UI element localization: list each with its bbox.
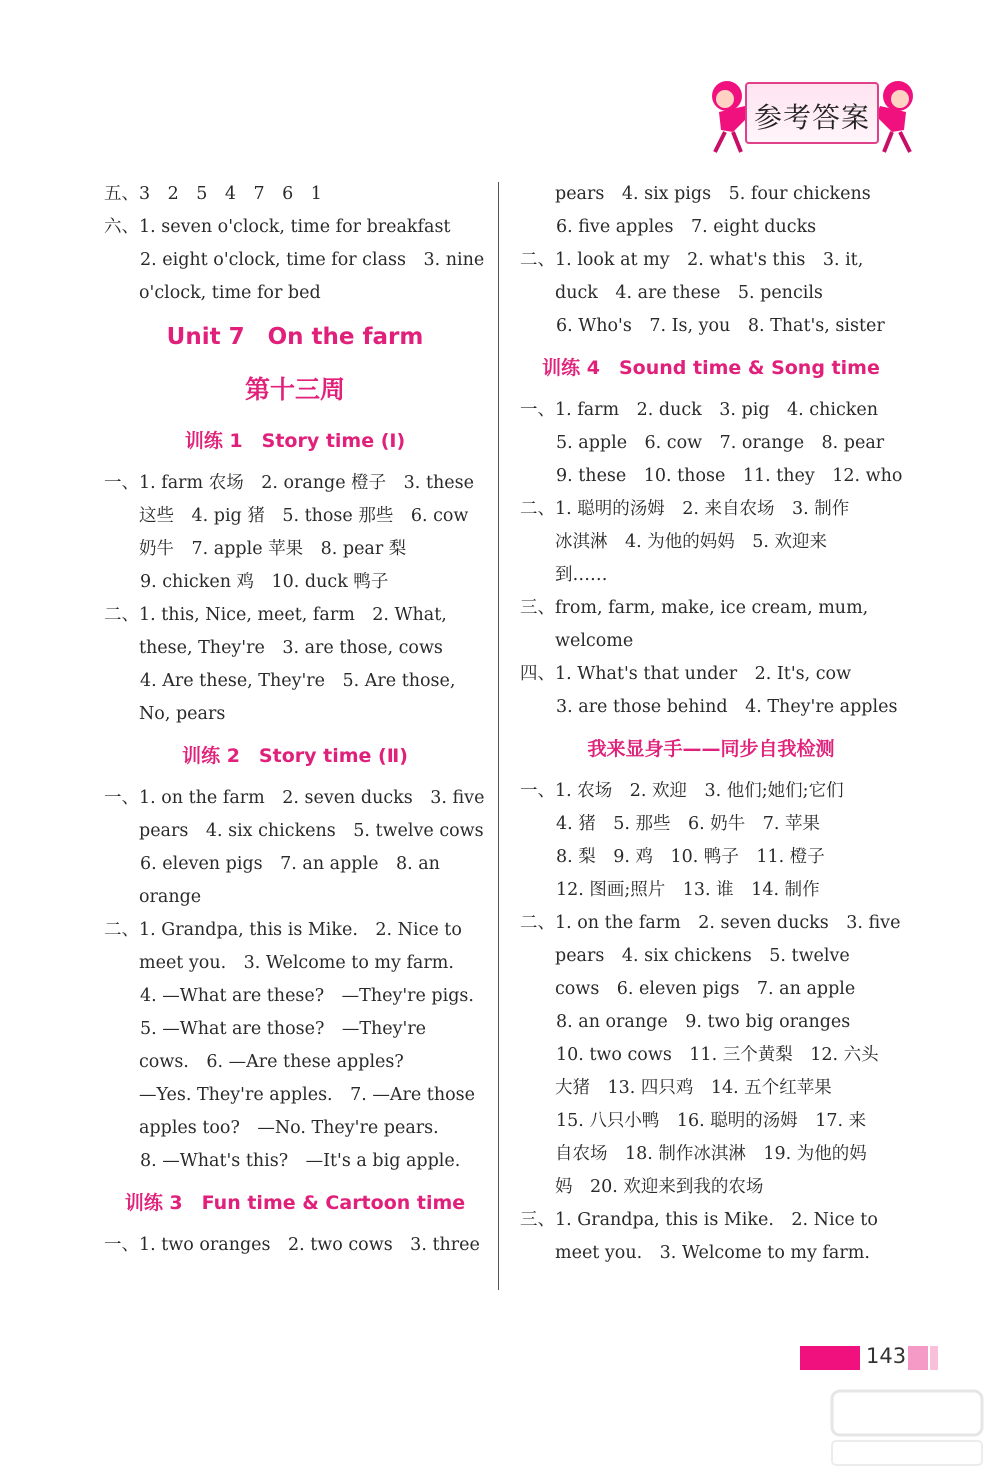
- answer-line: 3. are those behind 4. They're apples: [556, 697, 898, 717]
- answer-line: 一、1. two oranges 2. two cows 3. three: [104, 1235, 480, 1255]
- answer-line: 二、1. 聪明的汤姆 2. 来自农场 3. 制作: [520, 499, 850, 519]
- answer-line: meet you. 3. Welcome to my farm.: [520, 1243, 870, 1263]
- page-number: 143: [866, 1344, 907, 1368]
- answer-line: —Yes. They're apples. 7. —Are those: [104, 1085, 475, 1105]
- answer-line: pears 4. six chickens 5. twelve: [520, 946, 850, 966]
- answer-line: 8. 梨 9. 鸡 10. 鸭子 11. 橙子: [556, 847, 825, 867]
- section-heading: 训练 3 Fun time & Cartoon time: [124, 1192, 466, 1214]
- answer-line: 10. two cows 11. 三个黄梨 12. 六头: [556, 1045, 879, 1065]
- week-heading: 第十三周: [244, 375, 345, 404]
- answer-line: 二、1. on the farm 2. seven ducks 3. five: [520, 913, 901, 933]
- answer-line: apples too? —No. They're pears.: [104, 1118, 439, 1138]
- watermark-logo: [828, 1385, 988, 1470]
- answer-line: these, They're 3. are those, cows: [104, 638, 443, 658]
- answer-line: cows. 6. —Are these apples?: [104, 1052, 404, 1072]
- answer-line: 5. —What are those? —They're: [140, 1019, 427, 1039]
- answer-line: 二、1. look at my 2. what's this 3. it,: [520, 250, 864, 270]
- answer-line: 二、1. this, Nice, meet, farm 2. What,: [104, 605, 447, 625]
- answer-line: duck 4. are these 5. pencils: [520, 283, 823, 303]
- answer-line: meet you. 3. Welcome to my farm.: [104, 953, 454, 973]
- answer-line: No, pears: [104, 704, 226, 724]
- section-heading: 训练 1 Story time (Ⅰ): [184, 430, 406, 452]
- decorative-squares: [908, 1346, 938, 1370]
- answer-line: orange: [104, 887, 202, 907]
- answer-line: cows 6. eleven pigs 7. an apple: [520, 979, 856, 999]
- page-number-bar: [800, 1346, 860, 1370]
- answer-line: 4. Are these, They're 5. Are those,: [140, 671, 456, 691]
- answer-line: 四、1. What's that under 2. It's, cow: [520, 664, 852, 684]
- section-heading: 训练 4 Sound time & Song time: [542, 357, 880, 379]
- answer-line: 12. 图画;照片 13. 谁 14. 制作: [556, 880, 820, 900]
- answer-line: 6. Who's 7. Is, you 8. That's, sister: [556, 316, 885, 336]
- answer-line: welcome: [520, 631, 634, 651]
- answer-line: 自农场 18. 制作冰淇淋 19. 为他的妈: [520, 1144, 867, 1164]
- column-divider: [498, 182, 499, 1290]
- answer-line: 一、1. farm 农场 2. orange 橙子 3. these: [104, 473, 474, 493]
- answer-line: 2. eight o'clock, time for class 3. nine: [140, 250, 485, 270]
- answer-line: o'clock, time for bed: [104, 283, 321, 303]
- answer-line: 冰淇淋 4. 为他的妈妈 5. 欢迎来: [520, 532, 828, 552]
- answer-line: pears 4. six chickens 5. twelve cows: [104, 821, 484, 841]
- answer-line: 大猪 13. 四只鸡 14. 五个红苹果: [520, 1078, 832, 1098]
- unit-heading: Unit 7 On the farm: [166, 324, 424, 350]
- answer-line: 4. 猪 5. 那些 6. 奶牛 7. 苹果: [556, 814, 821, 834]
- header-title-box: [745, 82, 879, 144]
- answer-line: 五、3 2 5 4 7 6 1: [104, 184, 322, 204]
- answer-line: 6. five apples 7. eight ducks: [556, 217, 817, 237]
- answer-line: 一、1. farm 2. duck 3. pig 4. chicken: [520, 400, 878, 420]
- answer-line: 六、1. seven o'clock, time for breakfast: [104, 217, 451, 237]
- answer-line: 一、1. 农场 2. 欢迎 3. 他们;她们;它们: [520, 781, 844, 801]
- header-title: 参考答案: [753, 101, 870, 134]
- answer-line: 奶牛 7. apple 苹果 8. pear 梨: [104, 539, 407, 559]
- answer-line: 9. these 10. those 11. they 12. who: [556, 466, 902, 486]
- answer-line: 到……: [520, 565, 608, 585]
- answer-line: 8. —What's this? —It's a big apple.: [140, 1151, 461, 1171]
- answer-line: 三、from, farm, make, ice cream, mum,: [520, 598, 869, 618]
- left-column: [104, 178, 486, 1262]
- answer-line: 4. —What are these? —They're pigs.: [140, 986, 474, 1006]
- header-badge: [705, 72, 920, 157]
- answer-line: 一、1. on the farm 2. seven ducks 3. five: [104, 788, 485, 808]
- answer-line: 二、1. Grandpa, this is Mike. 2. Nice to: [104, 920, 462, 940]
- answer-line: 妈 20. 欢迎来到我的农场: [520, 1177, 764, 1197]
- right-column: [520, 178, 902, 1270]
- answer-line: 5. apple 6. cow 7. orange 8. pear: [556, 433, 885, 453]
- answer-line: 8. an orange 9. two big oranges: [556, 1012, 851, 1032]
- section-heading: 我来显身手——同步自我检测: [587, 738, 835, 760]
- answer-line: 9. chicken 鸡 10. duck 鸭子: [140, 572, 389, 592]
- answer-line: pears 4. six pigs 5. four chickens: [520, 184, 871, 204]
- answer-line: 6. eleven pigs 7. an apple 8. an: [140, 854, 440, 874]
- section-heading: 训练 2 Story time (Ⅱ): [182, 745, 408, 767]
- answer-line: 这些 4. pig 猪 5. those 那些 6. cow: [104, 506, 469, 526]
- answer-line: 三、1. Grandpa, this is Mike. 2. Nice to: [520, 1210, 878, 1230]
- answer-line: 15. 八只小鸭 16. 聪明的汤姆 17. 来: [556, 1111, 867, 1131]
